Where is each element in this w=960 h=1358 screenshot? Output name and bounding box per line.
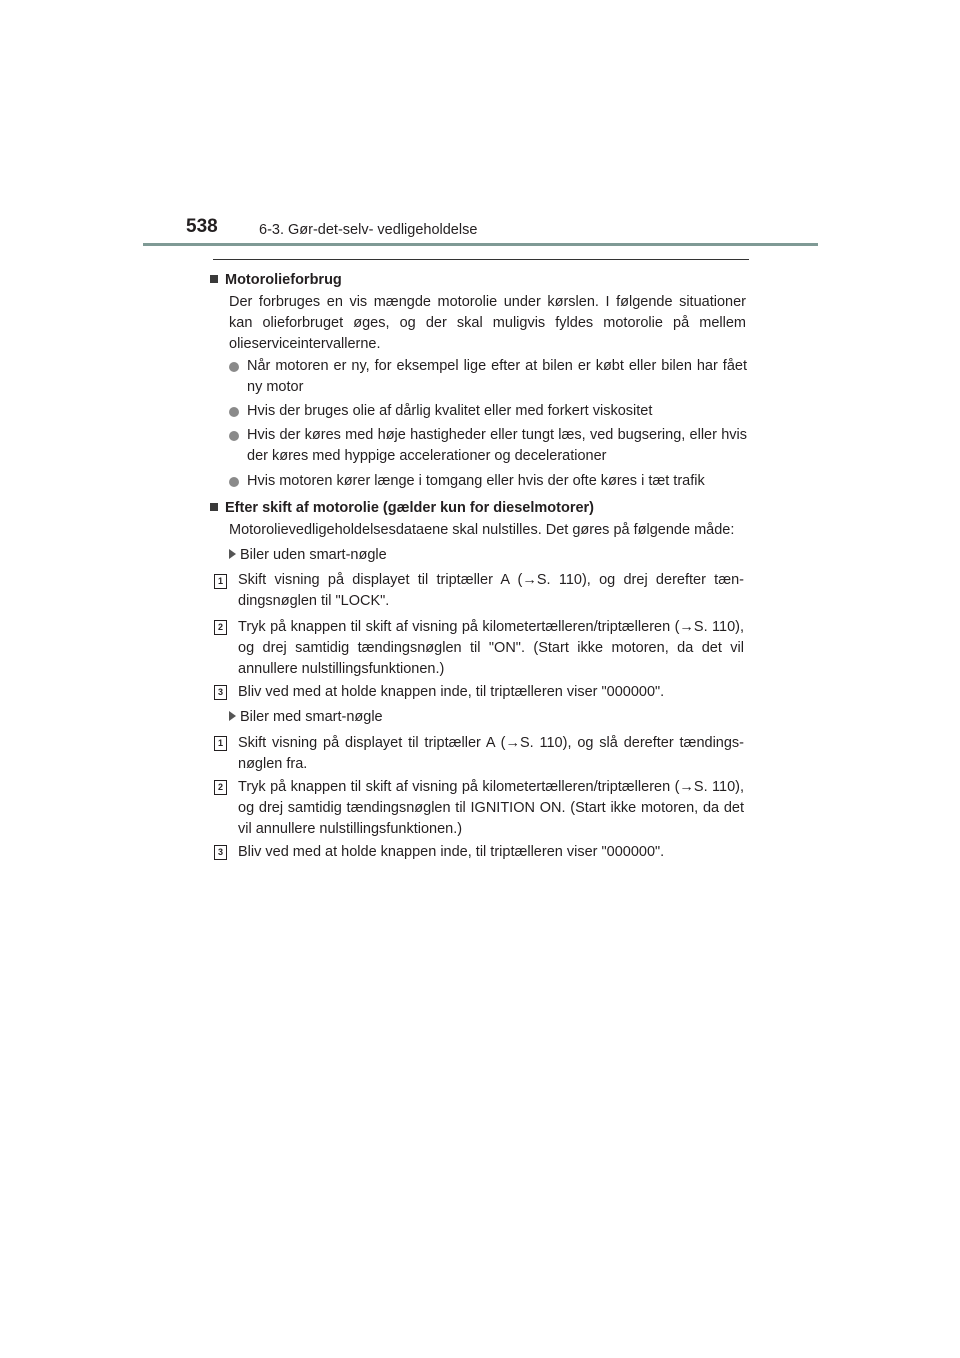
step-text: Skift visning på displayet til triptæller A (→S. 110), og slå derefter tændings-nøglen fra. [238,735,744,772]
triangle-arrow-icon [229,711,236,721]
step-number-badge: 3 [214,685,227,700]
step-number-badge: 1 [214,574,227,589]
heading-square-icon [210,275,218,283]
step-number-badge: 3 [214,845,227,860]
subheading-with-smart-key [229,707,383,728]
heading-square-icon [210,503,218,511]
bullet-dot-icon [229,407,239,417]
bullet-text: Hvis der køres med høje hastigheder eller tungt læs, ved bugsering, eller hvis der køres med hyppige accelerationer og decelerationer [247,427,747,464]
step-text: Tryk på knappen til skift af visning på kilometertælleren/triptælleren (→S. 110), og drej samtidig tændingsnøglen til "ON". (Start ikke motoren, da det vil annullere nulstillingsfunktionen.) [238,619,744,677]
bullet-dot-icon [229,477,239,487]
section-heading-oil-change [210,498,594,519]
subheading-without-smart-key [229,545,387,566]
section-heading-text: Efter skift af motorolie (gælder kun for dieselmotorer) [225,500,594,516]
section-intro: Motorolievedligeholdelsesdataene skal nulstilles. Det gøres på følgende måde: [229,522,735,538]
chapter-title: 6-3. Gør-det-selv- vedligeholdelse [259,222,478,238]
step-text: Bliv ved med at holde knappen inde, til triptælleren viser "000000". [238,684,665,700]
step-text: Bliv ved med at holde knappen inde, til triptælleren viser "000000". [238,844,665,860]
section-rule [213,259,749,260]
step-text: Skift visning på displayet til triptæller A (→S. 110), og drej derefter tæn-dingsnøglen til "LOCK". [238,572,744,609]
bullet-item [229,425,747,467]
bullet-item [229,356,747,398]
step-text: Tryk på knappen til skift af visning på kilometertælleren/triptælleren (→S. 110), og drej samtidig tændingsnøglen til IGNITION ON. (Start ikke motoren, da det vil annullere nulstillingsfunktionen.) [238,779,744,837]
section-heading-text: Motorolieforbrug [225,272,342,288]
bullet-dot-icon [229,431,239,441]
step-number-badge: 1 [214,736,227,751]
subheading-text: Biler med smart-nøgle [240,709,383,725]
bullet-dot-icon [229,362,239,372]
bullet-text: Hvis motoren kører længe i tomgang eller hvis der ofte køres i tæt trafik [247,473,705,489]
bullet-text: Hvis der bruges olie af dårlig kvalitet eller med forkert viskositet [247,403,653,419]
header-rule [143,243,818,246]
section-heading-oil-consumption [210,270,342,291]
bullet-text: Når motoren er ny, for eksempel lige efter at bilen er købt eller bilen har fået ny motor [247,358,747,395]
subheading-text: Biler uden smart-nøgle [240,547,387,563]
page-number: 538 [186,216,218,237]
step-number-badge: 2 [214,780,227,795]
section-intro: Der forbruges en vis mængde motorolie under kørslen. I følgende situationer kan olieforbruget øges, og der skal muligvis fyldes motorolie på mellem olieserviceintervallerne. [229,294,746,352]
bullet-item [229,471,747,492]
triangle-arrow-icon [229,549,236,559]
step-number-badge: 2 [214,620,227,635]
bullet-item [229,401,747,422]
